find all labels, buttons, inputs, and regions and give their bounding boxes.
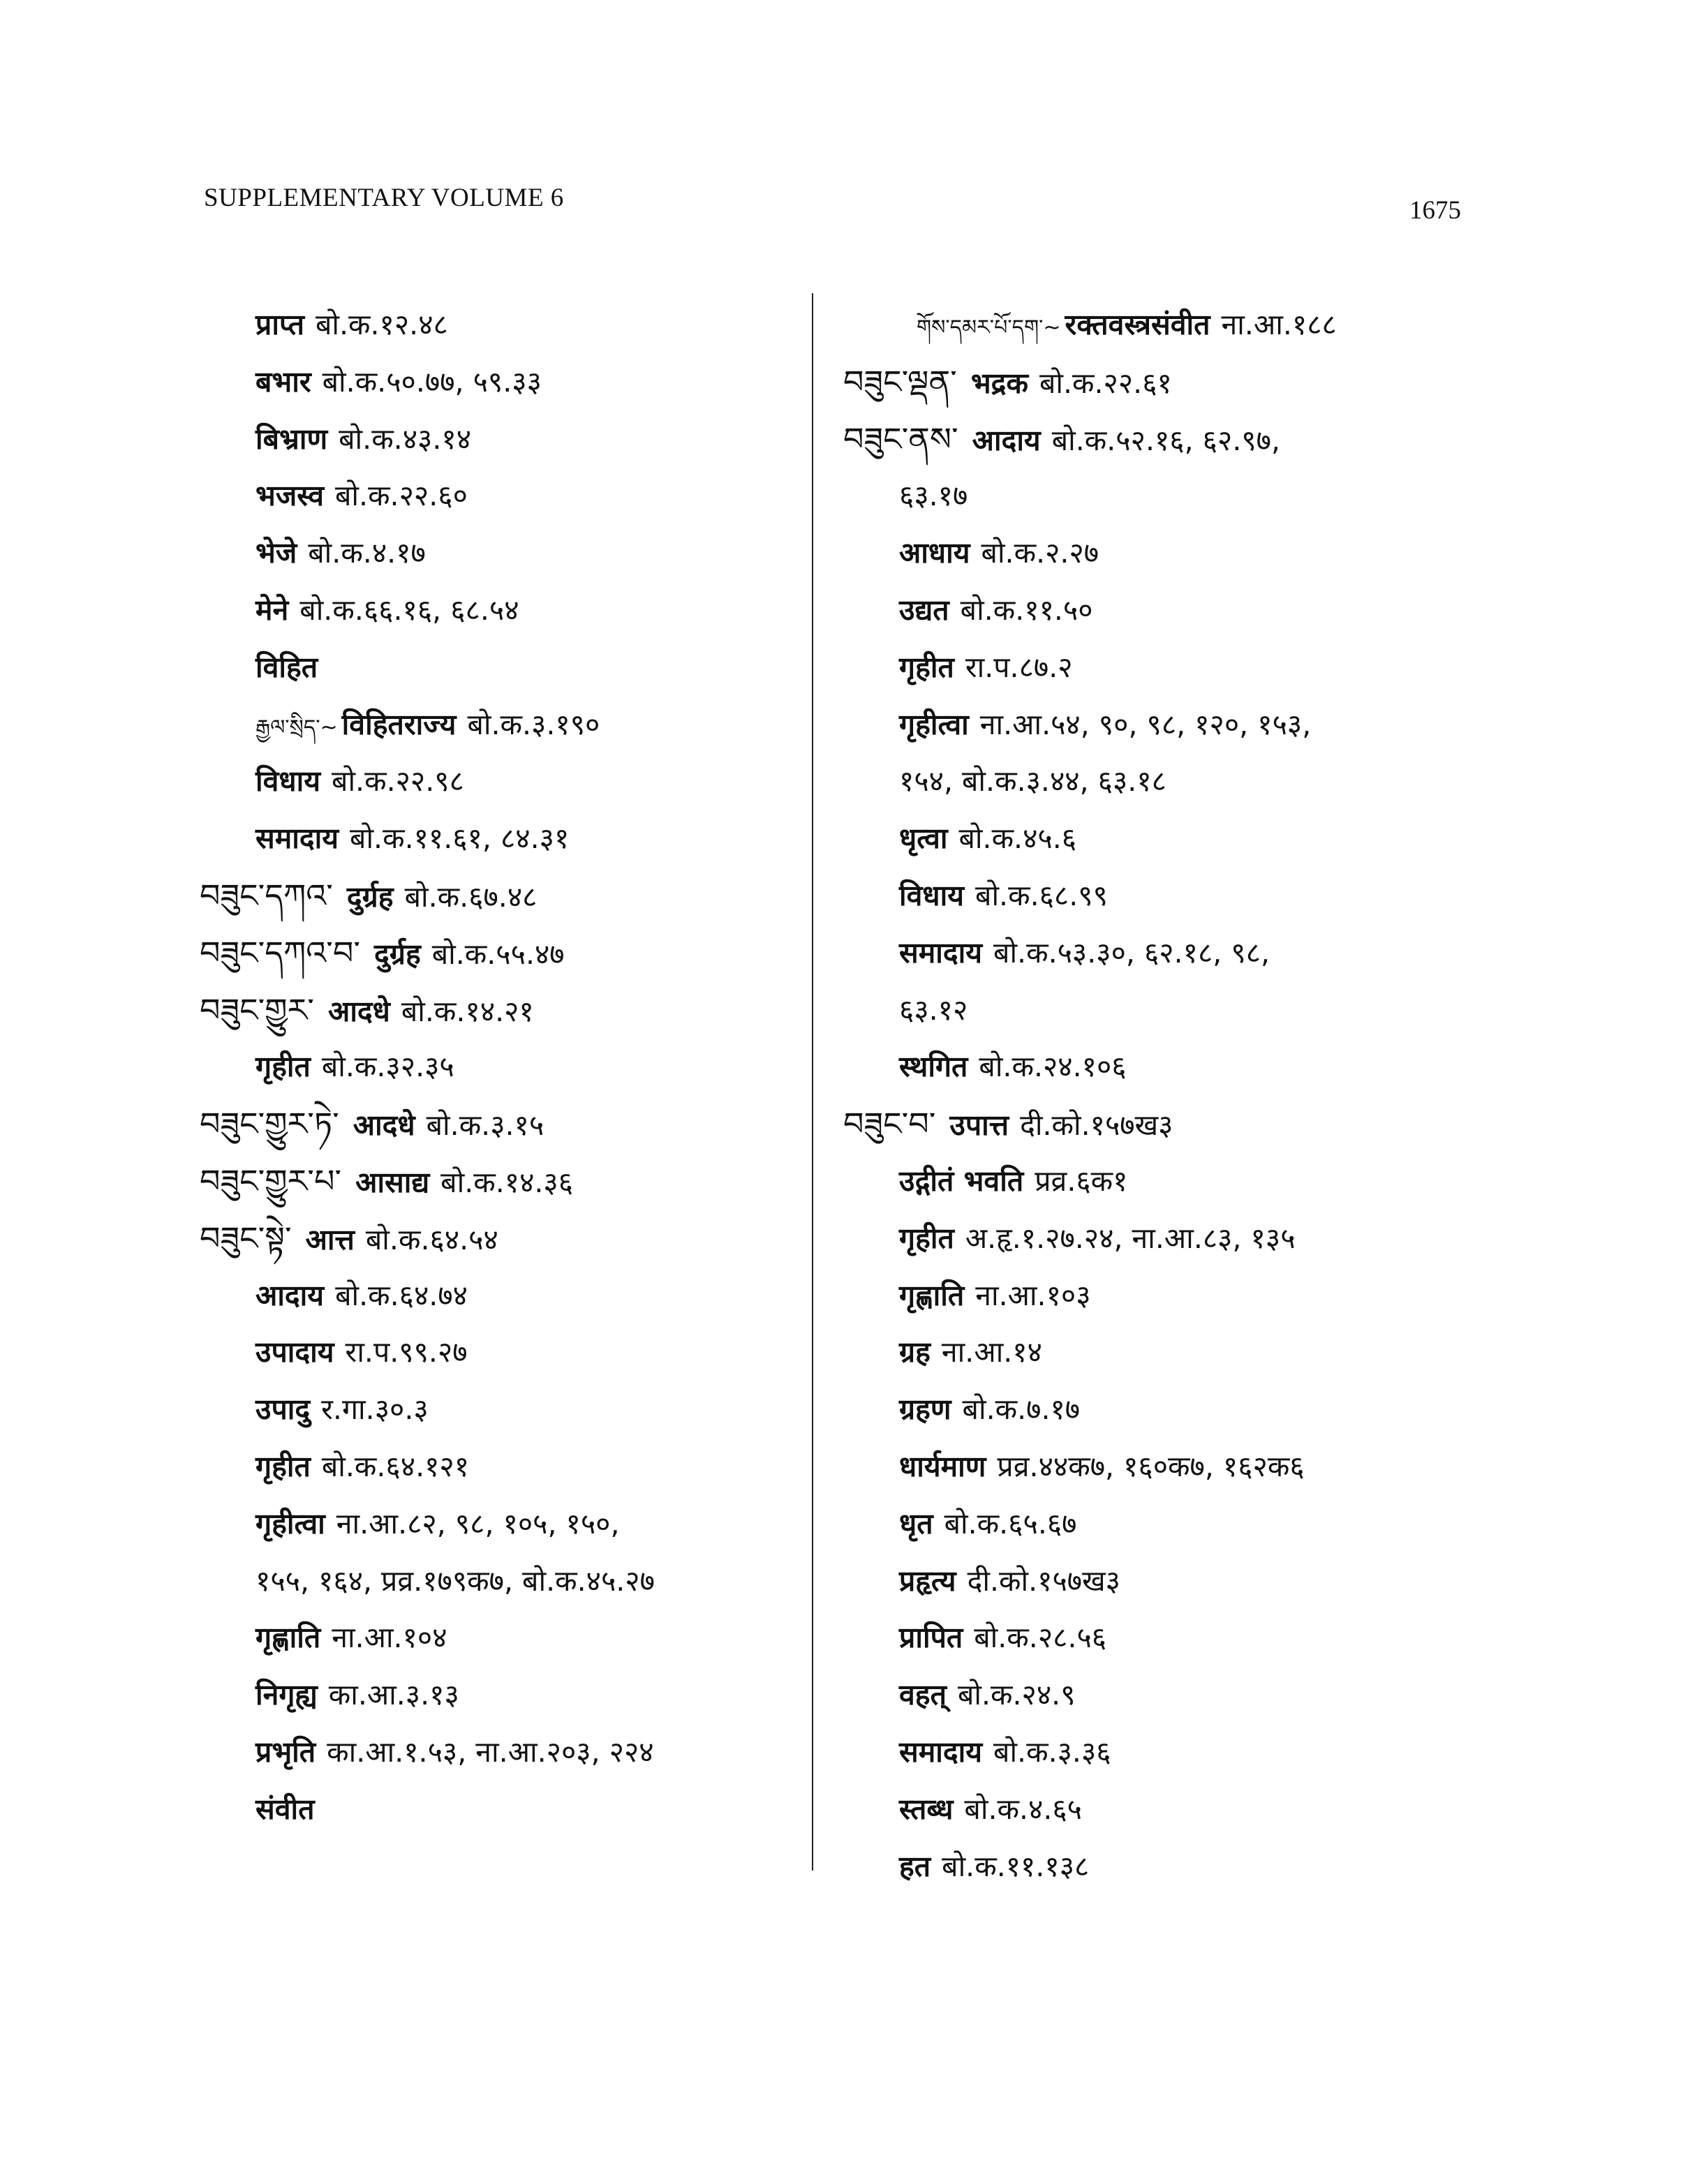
dictionary-entry [843,1667,1472,1724]
dictionary-entry [843,1210,1472,1268]
running-head: SUPPLEMENTARY VOLUME 6 [204,184,564,212]
source-reference: बो.क.२२.९८ [332,764,464,798]
dictionary-entry [200,468,814,525]
sanskrit-equivalent: आदधे [353,1108,415,1143]
dictionary-entry [200,1039,814,1096]
dictionary-entry [843,1324,1472,1381]
dictionary-entry [200,1210,814,1268]
tibetan-compound: རྒྱལ་སྲིད་~ [255,715,338,740]
sanskrit-equivalent: गृह्णाति [899,1278,965,1312]
dictionary-entry [843,1439,1472,1496]
source-reference: प्रव्र.६क१ [1035,1164,1128,1198]
tibetan-headword: བཟུང་གྱུར་ [200,990,314,1029]
tibetan-compound: གོས་དམར་པོ་དག་~ [917,315,1061,340]
dictionary-entry [843,525,1472,582]
dictionary-entry [843,297,1472,354]
sanskrit-equivalent: मेने [255,593,289,627]
dictionary-entry [843,468,1472,525]
source-reference: ना.आ.१०४ [332,1621,447,1655]
sanskrit-equivalent: आदाय [255,1278,325,1312]
source-reference: बो.क.११.६१, ८४.३१ [350,822,570,856]
sanskrit-equivalent: भेजे [255,536,297,570]
sanskrit-equivalent: विधाय [255,764,321,798]
source-reference: बो.क.६४.५४ [365,1222,498,1256]
sanskrit-equivalent: दुर्ग्रह [374,937,421,971]
sanskrit-equivalent: स्थगित [899,1050,968,1084]
sanskrit-equivalent: धृत्वा [899,822,948,856]
source-reference: ना.आ.५४, ९०, ९८, १२०, १५३, [979,707,1312,741]
source-reference: ना.आ.१४ [941,1335,1042,1369]
dictionary-entry [843,582,1472,639]
sanskrit-equivalent: आधाय [899,536,970,570]
dictionary-entry [200,297,814,354]
sanskrit-equivalent: उद्गीतं भवति [899,1164,1024,1198]
source-reference: अ.हृ.१.२७.२४, ना.आ.८३, १३५ [965,1221,1296,1255]
dictionary-entry [200,354,814,411]
dictionary-entry [200,925,814,982]
source-reference: बो.क.२.२७ [981,536,1099,570]
dictionary-entry [843,639,1472,697]
sanskrit-equivalent: बिभ्राण [255,422,328,456]
source-reference: ना.आ.८२, ९८, १०५, १५०, [336,1506,620,1540]
sanskrit-equivalent: भद्रक [970,366,1028,400]
sanskrit-equivalent: विहित [255,650,318,684]
sanskrit-equivalent: उपादु [255,1392,311,1427]
sanskrit-equivalent: उपात्त [949,1108,1009,1143]
dictionary-entry [200,639,814,697]
source-reference: बो.क.३.१९० [467,707,600,741]
source-reference: बो.क.५०.७७, ५९.३३ [322,364,542,399]
source-reference: बो.क.२४.९ [957,1678,1076,1712]
dictionary-entry [843,925,1472,982]
sanskrit-equivalent: उपादाय [255,1335,334,1369]
tibetan-headword: བཟུང་བ་ [843,1105,936,1143]
dictionary-entry [843,1553,1472,1610]
sanskrit-equivalent: स्तब्ध [899,1792,954,1826]
sanskrit-equivalent: समादाय [899,1734,983,1769]
sanskrit-equivalent: विहितराज्य [341,707,457,741]
source-reference: बो.क.२८.५६ [974,1621,1107,1655]
source-reference: बो.क.१४.२१ [401,994,534,1028]
source-reference: बो.क.६४.७४ [335,1278,468,1312]
sanskrit-equivalent: आदधे [327,994,390,1028]
tibetan-headword: བཟུང་གྱུར་པ་ [200,1161,342,1200]
source-reference: रा.प.९९.२७ [345,1335,468,1369]
source-reference: बो.क.४५.६ [958,822,1077,856]
source-reference: का.आ.१.५३, ना.आ.२०३, २२४ [327,1734,654,1769]
dictionary-entry [200,525,814,582]
source-reference: का.आ.३.१३ [328,1678,459,1712]
dictionary-entry [843,1496,1472,1553]
dictionary-entry [200,1381,814,1439]
dictionary-entry [843,868,1472,925]
source-reference: बो.क.१४.३६ [440,1165,574,1199]
source-reference: १५४, बो.क.३.४४, ६३.१८ [899,764,1166,798]
column-divider [812,293,813,1871]
source-reference: बो.क.६८.९९ [975,878,1108,912]
dictionary-entry [200,697,814,754]
sanskrit-equivalent: गृह्णाति [255,1621,321,1655]
source-reference: दी.को.१५७ख३ [1020,1108,1173,1143]
sanskrit-equivalent: आसाद्य [355,1165,430,1199]
sanskrit-equivalent: धार्यमाण [899,1449,986,1483]
source-reference: दी.को.१५७ख३ [967,1563,1120,1598]
source-reference: र.गा.३०.३ [321,1392,429,1427]
dictionary-entry [200,582,814,639]
dictionary-entry [200,411,814,468]
source-reference: बो.क.३.१५ [426,1108,544,1143]
source-reference: ना.आ.१०३ [975,1278,1091,1312]
source-reference: बो.क.५२.१६, ६२.९७, [1051,423,1281,457]
sanskrit-equivalent: भजस्व [255,479,324,513]
source-reference: बो.क.४.१७ [308,536,426,570]
tibetan-headword: བཟུང་དཀའ་ [200,876,333,914]
sanskrit-equivalent: प्रभृति [255,1734,316,1769]
dictionary-entry [200,1610,814,1667]
dictionary-entry [843,1724,1472,1781]
dictionary-entry [200,1781,814,1838]
source-reference: बो.क.२२.६१ [1039,366,1172,400]
left-column [200,297,814,1838]
sanskrit-equivalent: समादाय [255,822,339,856]
sanskrit-equivalent: निगृह्य [255,1678,318,1712]
sanskrit-equivalent: प्राप्त [255,308,304,341]
sanskrit-equivalent: गृहीत [899,1221,954,1255]
tibetan-headword: བཟུང་ལྡན་ [843,362,957,401]
tibetan-headword: བཟུང་དཀའ་བ་ [200,933,361,972]
sanskrit-equivalent: आत्त [305,1222,355,1256]
source-reference: बो.क.६४.१२१ [321,1449,470,1483]
source-reference: बो.क.६७.४८ [404,879,538,914]
sanskrit-equivalent: वहत् [899,1678,947,1712]
dictionary-entry [200,1667,814,1724]
right-column [843,297,1472,1895]
source-reference: बो.क.१२.४८ [315,308,448,341]
source-reference: बो.क.३.३६ [993,1734,1111,1769]
sanskrit-equivalent: ग्रह [899,1335,931,1369]
source-reference: बो.क.५३.३०, ६२.१८, ९८, [993,935,1270,970]
source-reference: १५५, १६४, प्रव्र.१७९क७, बो.क.४५.२७ [255,1563,655,1598]
source-reference: बो.क.६५.६७ [944,1506,1077,1540]
dictionary-entry [843,1610,1472,1667]
source-reference: बो.क.२४.१०६ [979,1050,1127,1084]
sanskrit-equivalent: गृहीत [255,1050,311,1084]
dictionary-entry [843,1096,1472,1153]
sanskrit-equivalent: प्रापित [899,1621,963,1655]
source-reference: बो.क.४३.१४ [339,422,472,456]
dictionary-entry [200,1496,814,1553]
dictionary-entry [200,753,814,810]
dictionary-entry [843,1781,1472,1838]
sanskrit-equivalent: समादाय [899,935,983,970]
sanskrit-equivalent: बभार [255,364,311,399]
sanskrit-equivalent: गृहीत [255,1449,311,1483]
dictionary-entry [843,1039,1472,1096]
dictionary-entry [200,1153,814,1210]
sanskrit-equivalent: धृत [899,1506,933,1540]
tibetan-headword: བཟུང་གྱུར་ཏེ་ [200,1105,339,1143]
dictionary-entry [200,1324,814,1381]
dictionary-entry [200,1724,814,1781]
tibetan-headword: བཟུང་ནས་ [843,419,958,458]
source-reference: ना.आ.१८८ [1221,308,1337,341]
sanskrit-equivalent: संवीत [255,1792,315,1826]
source-reference: ६३.१२ [899,993,968,1027]
source-reference: बो.क.४.६५ [964,1792,1082,1826]
dictionary-entry [843,1381,1472,1439]
source-reference: बो.क.५५.४७ [431,937,565,971]
dictionary-entry [843,1838,1472,1896]
dictionary-entry [843,354,1472,411]
sanskrit-equivalent: दुर्ग्रह [346,879,394,914]
sanskrit-equivalent: गृहीत्वा [255,1506,325,1540]
sanskrit-equivalent: रक्तवस्त्रसंवीत [1065,308,1210,341]
sanskrit-equivalent: ग्रहण [899,1392,951,1427]
sanskrit-equivalent: गृहीत [899,650,954,684]
sanskrit-equivalent: उद्यत [899,593,949,627]
source-reference: बो.क.११.१३८ [942,1849,1090,1883]
sanskrit-equivalent: हत [899,1849,931,1883]
sanskrit-equivalent: आदाय [972,423,1041,457]
source-reference: बो.क.३२.३५ [321,1050,454,1084]
sanskrit-equivalent: विधाय [899,878,965,912]
dictionary-entry [200,810,814,868]
dictionary-entry [843,697,1472,754]
sanskrit-equivalent: गृहीत्वा [899,707,969,741]
source-reference: बो.क.११.५० [960,593,1093,627]
tibetan-headword: བཟུང་སྟེ་ [200,1219,292,1257]
dictionary-entry [200,1096,814,1153]
source-reference: बो.क.७.१७ [962,1392,1081,1427]
dictionary-entry [843,411,1472,468]
page-number: 1675 [1409,196,1461,225]
source-reference: ६३.१७ [899,479,968,513]
dictionary-entry [843,982,1472,1039]
dictionary-entry [200,982,814,1039]
source-reference: बो.क.६६.१६, ६८.५४ [299,593,519,627]
source-reference: प्रव्र.४४क७, १६०क७, १६२क६ [997,1449,1305,1483]
dictionary-entry [200,1439,814,1496]
source-reference: रा.प.८७.२ [965,650,1073,684]
dictionary-entry [843,810,1472,868]
dictionary-entry [200,868,814,925]
source-reference: बो.क.२२.६० [335,479,468,513]
dictionary-entry [843,1153,1472,1210]
dictionary-entry [200,1268,814,1325]
dictionary-entry [843,753,1472,810]
dictionary-entry [843,1268,1472,1325]
dictionary-entry [200,1553,814,1610]
sanskrit-equivalent: प्रहृत्य [899,1563,956,1598]
